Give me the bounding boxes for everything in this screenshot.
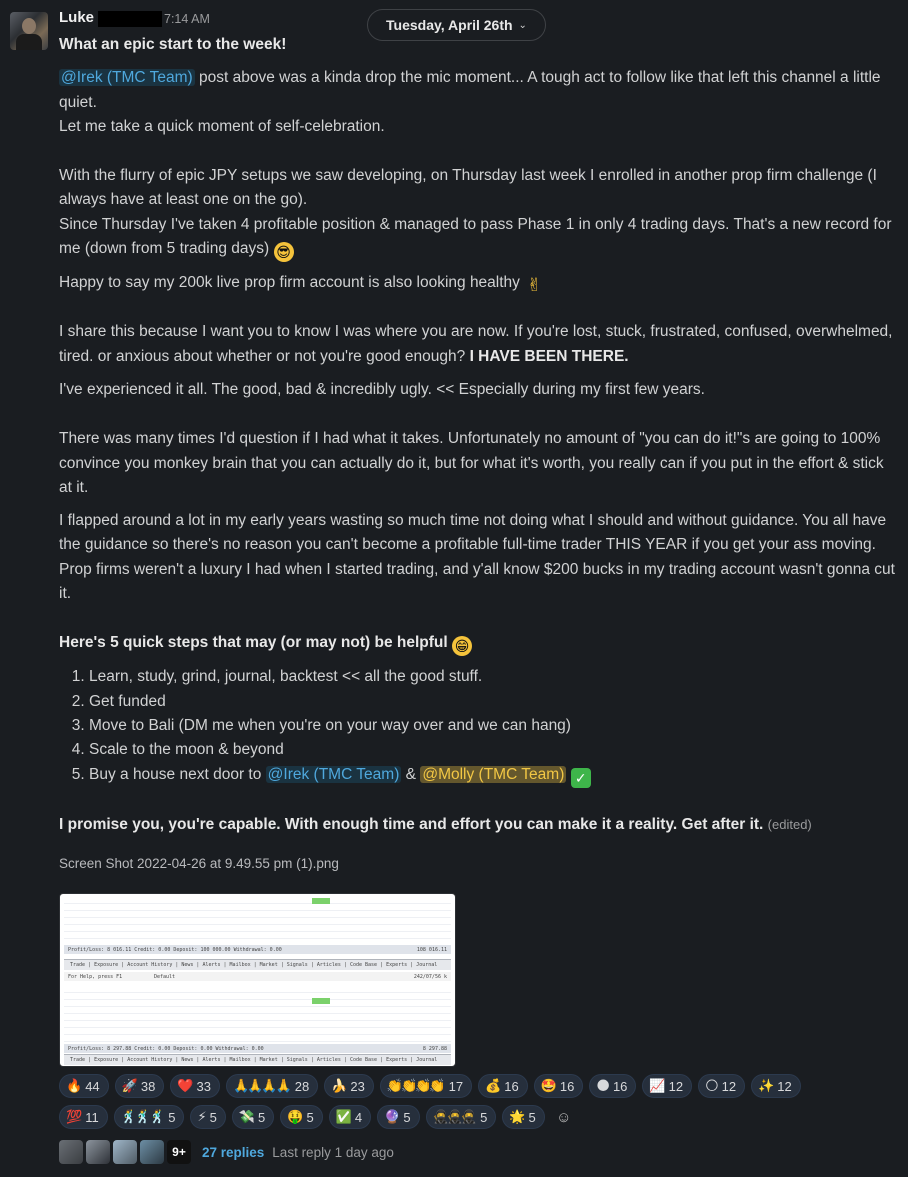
- reaction-emoji-icon: 💯: [66, 1109, 81, 1124]
- profit-bar-top: [64, 945, 451, 954]
- mention-molly[interactable]: @Molly (TMC Team): [422, 765, 565, 783]
- help-text: For Help, press F1: [68, 974, 123, 980]
- reaction-pill[interactable]: [329, 1105, 371, 1129]
- edited-label: (edited): [767, 816, 812, 832]
- reaction-pill[interactable]: [232, 1105, 274, 1129]
- total-top-text: 108 016.11: [416, 947, 447, 953]
- reaction-emoji-icon: 🔮: [384, 1109, 399, 1124]
- step-5-text: Buy a house next door to: [89, 765, 262, 783]
- reaction-pill[interactable]: [59, 1074, 109, 1098]
- mention-irek-step[interactable]: @Irek (TMC Team): [267, 765, 400, 783]
- chevron-down-icon: ⌄: [518, 19, 527, 31]
- reaction-pill[interactable]: [115, 1074, 165, 1098]
- reaction-count: 5: [209, 1109, 217, 1125]
- reaction-pill[interactable]: [478, 1074, 528, 1098]
- reaction-emoji-icon: 🚀: [121, 1078, 136, 1093]
- default-text: Default: [154, 974, 176, 980]
- reaction-count: 5: [168, 1109, 176, 1125]
- reaction-count: 5: [480, 1109, 488, 1125]
- paragraph-6-text: I share this because I want you to know I was where you are now. If you're lost, stuck, frustrated, confused, overwhelmed, tired. or anxious about whether or not you're good enough?: [59, 323, 893, 365]
- paragraph-6: [59, 320, 899, 369]
- reaction-pill[interactable]: [226, 1074, 318, 1098]
- reaction-count: 12: [777, 1078, 792, 1094]
- terminal-tabs-bottom: [64, 1054, 451, 1065]
- attachment-filename[interactable]: Screen Shot 2022-04-26 at 9.49.55 pm (1).png: [59, 855, 339, 871]
- reaction-emoji-icon: 🤑: [287, 1109, 302, 1124]
- reaction-pill[interactable]: [324, 1074, 374, 1098]
- date-divider-label: Tuesday, April 26th: [386, 17, 513, 33]
- connection-text: 242/07/56 k: [413, 974, 447, 980]
- step-item: 2. Get funded: [89, 690, 899, 714]
- steps-list: [59, 665, 899, 787]
- tabs-top-text: Trade | Exposure | Account History | News | Alerts | Mailbox | Market | Signals | Articles | Code Base | Experts | Journal: [70, 962, 438, 968]
- message-timestamp[interactable]: 7:14 AM: [164, 12, 210, 26]
- paragraph-7: I've experienced it all. The good, bad & incredibly ugly. << Especially during my first few years.: [59, 380, 705, 398]
- paragraph-5: [59, 271, 899, 295]
- paragraph-4: [59, 213, 899, 262]
- reaction-pill[interactable]: [114, 1105, 185, 1129]
- reaction-emoji-icon: 🕺🕺🕺: [120, 1109, 164, 1124]
- profit-bar-bottom: [64, 1044, 451, 1053]
- reaction-count: 33: [196, 1078, 211, 1094]
- reaction-emoji-icon: ✅: [335, 1109, 350, 1124]
- reactions-row-2: [59, 1105, 904, 1129]
- reply-avatar: [59, 1140, 83, 1164]
- reaction-emoji-icon: 🌕: [705, 1078, 717, 1093]
- attachment-image[interactable]: [59, 893, 456, 1067]
- paragraph-1-text: post above was a kinda drop the mic moment... A tough act to follow like that left this channel a little quiet.: [59, 69, 881, 111]
- thread-summary[interactable]: [59, 1140, 394, 1164]
- reaction-pill[interactable]: [280, 1105, 322, 1129]
- reaction-count: 17: [448, 1078, 464, 1094]
- reaction-emoji-icon: ✨: [758, 1078, 773, 1093]
- closing-text: I promise you, you're capable. With enough time and effort you can make it a reality. Get after it.: [59, 815, 764, 833]
- steps-heading-text: Here's 5 quick steps that may (or may not) be helpful: [59, 634, 448, 652]
- step-item: 1. Learn, study, grind, journal, backtest << all the good stuff.: [89, 665, 899, 689]
- author-name[interactable]: Luke: [59, 9, 95, 26]
- reactions: [59, 1074, 904, 1136]
- paragraph-9: I flapped around a lot in my early years wasting so much time not doing what I should and without guidance. You all have the guidance so there's no reason you can't become a profitable full-time trader THIS YEAR if you get your ass moving.: [59, 512, 887, 554]
- reaction-pill[interactable]: [698, 1074, 745, 1098]
- status-bar: [64, 972, 451, 981]
- redacted-name-bar: [98, 11, 162, 27]
- step-5-ampersand: &: [401, 765, 421, 783]
- history-table-bottom: [64, 986, 451, 1044]
- reaction-emoji-icon: 📈: [649, 1078, 664, 1093]
- terminal-tabs-top: [64, 959, 451, 970]
- paragraph-1: [59, 66, 899, 115]
- closing-line: [59, 813, 899, 837]
- profit-bottom-text: Profit/Loss: 8 297.88 Credit: 0.00 Deposit: 0.00 Withdrawal: 0.00: [68, 1046, 264, 1052]
- reaction-count: 11: [85, 1109, 99, 1125]
- check-mark-emoji-icon: ✓: [571, 768, 591, 788]
- reaction-count: 16: [612, 1078, 628, 1094]
- reaction-pill[interactable]: [59, 1105, 108, 1129]
- replies-link[interactable]: 27 replies: [202, 1144, 265, 1160]
- reaction-count: 23: [350, 1078, 365, 1094]
- reaction-count: 5: [258, 1109, 266, 1125]
- reaction-pill[interactable]: [190, 1105, 225, 1129]
- reaction-emoji-icon: ❤️: [177, 1078, 192, 1093]
- step-item: [89, 763, 899, 788]
- reply-avatar: [140, 1140, 164, 1164]
- reaction-pill[interactable]: [534, 1074, 584, 1098]
- reactions-row-1: [59, 1074, 904, 1098]
- reaction-emoji-icon: 🌟: [509, 1109, 524, 1124]
- paragraph-8: There was many times I'd question if I had what it takes. Unfortunately no amount of "you can do it!"s are going to 100% convince you monkey brain that you can actually do it, but for what it's worth, you really can if you put in the effort & stick at it.: [59, 430, 884, 496]
- more-repliers-badge: 9+: [167, 1140, 191, 1164]
- reaction-emoji-icon: 🤩: [540, 1078, 555, 1093]
- reaction-pill[interactable]: [426, 1105, 497, 1129]
- reply-avatar: [86, 1140, 110, 1164]
- total-bottom-text: 8 297.88: [422, 1046, 447, 1052]
- reaction-emoji-icon: 💸: [238, 1109, 254, 1124]
- message-body: [59, 33, 899, 876]
- highlight-cell-2: [312, 998, 330, 1004]
- reaction-count: 5: [306, 1109, 314, 1125]
- paragraph-10: Prop firms weren't a luxury I had when I started trading, and y'all know $200 bucks in my trading account wasn't gonna cut it.: [59, 560, 895, 603]
- reaction-pill[interactable]: [170, 1074, 220, 1098]
- last-reply-time: Last reply 1 day ago: [272, 1144, 394, 1160]
- reaction-emoji-icon: 👏👏👏👏: [386, 1078, 444, 1093]
- reaction-count: 16: [504, 1078, 519, 1094]
- paragraph-2: Let me take a quick moment of self-celebration.: [59, 117, 385, 135]
- reaction-count: 4: [354, 1109, 363, 1125]
- profit-top-text: Profit/Loss: 8 016.11 Credit: 0.00 Deposit: 100 000.00 Withdrawal: 0.00: [68, 947, 282, 953]
- reaction-count: 12: [721, 1078, 737, 1094]
- reaction-count: 5: [528, 1109, 536, 1125]
- mention-irek[interactable]: @Irek (TMC Team): [61, 69, 193, 87]
- paragraph-3: With the flurry of epic JPY setups we saw developing, on Thursday last week I enrolled in another prop firm challenge (I always have at least one on the go).: [59, 167, 877, 209]
- reaction-count: 38: [140, 1078, 156, 1094]
- reaction-emoji-icon: ⚡: [197, 1109, 205, 1124]
- author-avatar[interactable]: [10, 12, 48, 50]
- reaction-count: 44: [85, 1078, 100, 1094]
- reaction-emoji-icon: 🥷🥷🥷: [432, 1109, 476, 1124]
- paragraph-5-text: Happy to say my 200k live prop firm account is also looking healthy: [59, 274, 520, 292]
- sunglasses-emoji-icon: 😎: [274, 242, 294, 262]
- step-item: 3. Move to Bali (DM me when you're on your way over and we can hang): [89, 714, 899, 738]
- reaction-emoji-icon: 🙏🙏🙏🙏: [232, 1078, 290, 1093]
- reaction-count: 5: [403, 1109, 411, 1125]
- reaction-count: 16: [559, 1078, 575, 1094]
- reaction-pill[interactable]: [502, 1105, 544, 1129]
- reaction-pill[interactable]: [589, 1074, 636, 1098]
- reaction-emoji-icon: 🔥: [66, 1078, 81, 1093]
- reaction-pill[interactable]: [380, 1074, 472, 1098]
- step-item: 4. Scale to the moon & beyond: [89, 738, 899, 762]
- add-reaction-icon[interactable]: ☺: [556, 1108, 572, 1126]
- reaction-pill[interactable]: [642, 1074, 692, 1098]
- tabs-bottom-text: Trade | Exposure | Account History | News | Alerts | Mailbox | Market | Signals | Articles | Code Base | Experts | Journal: [70, 1057, 438, 1063]
- reaction-emoji-icon: 🌑: [596, 1078, 608, 1093]
- reaction-pill[interactable]: [377, 1105, 419, 1129]
- victory-hand-emoji-icon: ✌: [526, 275, 542, 296]
- reply-avatar: [113, 1140, 137, 1164]
- reaction-emoji-icon: 💰: [485, 1078, 500, 1093]
- highlight-cell: [312, 898, 330, 904]
- grin-emoji-icon: 😁: [452, 636, 472, 656]
- reaction-count: 12: [668, 1078, 684, 1094]
- steps-heading: [59, 631, 899, 656]
- reaction-pill[interactable]: [751, 1074, 801, 1098]
- message-title: What an epic start to the week!: [59, 36, 287, 53]
- history-table-top: [64, 897, 451, 945]
- reaction-emoji-icon: 🍌: [331, 1078, 346, 1093]
- paragraph-6-bold: I HAVE BEEN THERE.: [469, 347, 629, 365]
- reaction-count: 28: [294, 1078, 310, 1094]
- paragraph-4-text: Since Thursday I've taken 4 profitable position & managed to pass Phase 1 in only 4 trading days. That's a new record for me (down from 5 trading days): [59, 215, 892, 258]
